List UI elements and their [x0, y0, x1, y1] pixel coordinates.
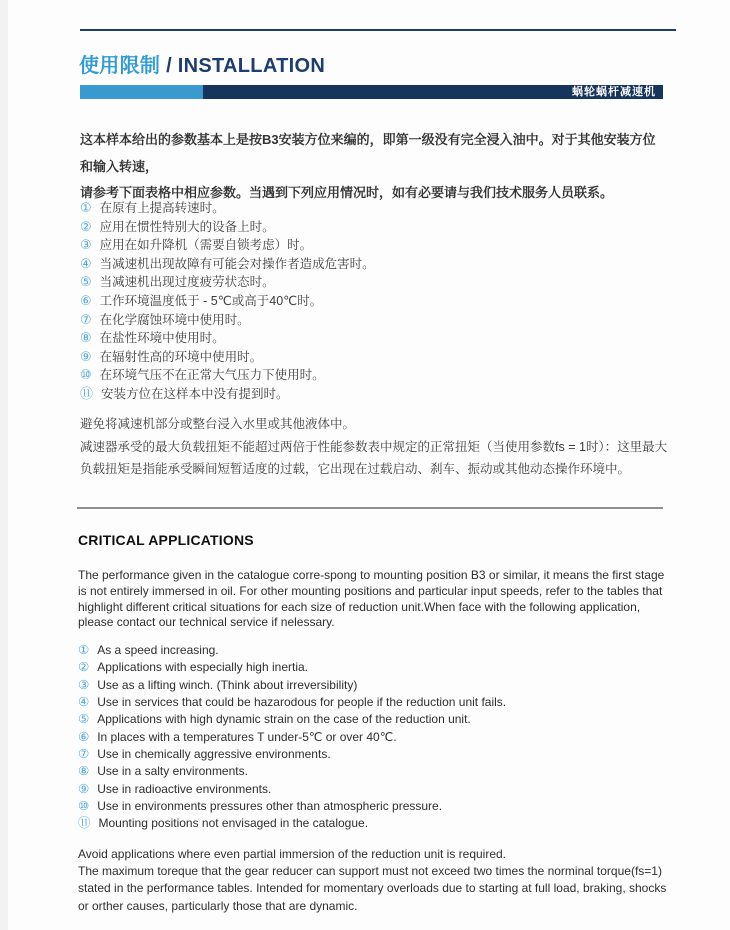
- circled-number-icon: ⑥: [78, 729, 90, 744]
- list-item-text: 当减速机出现故障有可能会对操作者造成危害时。: [99, 256, 375, 271]
- list-item: [80, 311, 666, 330]
- list-item: [78, 781, 674, 798]
- list-item: [80, 255, 666, 274]
- circled-number-icon: ⑤: [80, 274, 92, 290]
- list-item-text: Mounting positions not envisaged in the catalogue.: [98, 816, 369, 831]
- list-item-text: 在环境气压不在正常大气压力下使用时。: [99, 368, 325, 383]
- circled-number-icon: ⑦: [78, 747, 90, 762]
- list-item: [80, 329, 666, 348]
- list-item-text: 在盐性环境中使用时。: [99, 331, 225, 346]
- list-item-text: Use in environments pressures other than atmospheric pressure.: [97, 799, 443, 814]
- list-item: [78, 798, 674, 815]
- page-scan-edge: [0, 0, 8, 930]
- list-item-text: Use in radioactive environments.: [97, 781, 272, 796]
- circled-number-icon: ⑥: [80, 292, 92, 308]
- header-bar-accent-segment: [80, 85, 203, 99]
- circled-number-icon: ⑨: [80, 348, 92, 364]
- circled-number-icon: ⑩: [78, 799, 90, 814]
- list-item-text: 当减速机出现过度疲劳状态时。: [99, 275, 275, 290]
- paragraph-line: 这本样本给出的参数基本上是按B3安装方位来编的，即第一级没有完全浸入油中。对于其他安装方位和输入转速，: [80, 132, 656, 174]
- list-item: [80, 366, 666, 385]
- list-item: [80, 199, 666, 218]
- english-intro-paragraph: The performance given in the catalogue corre-spong to mounting position B3 or similar, it means the first stage is not entirely immersed in oil. For other mounting positions and particular input speeds, refer to the tables that highlight different critical situations for each size of reduction unit.When face with the following application, please contact our technical service if nelessary.: [78, 568, 665, 630]
- circled-number-icon: ④: [80, 255, 92, 271]
- circled-number-icon: ⑪: [80, 385, 94, 401]
- list-item-text: Applications with especially high inertia.: [97, 660, 308, 675]
- list-item-text: Applications with high dynamic strain on the case of the reduction unit.: [97, 712, 471, 727]
- circled-number-icon: ②: [80, 218, 92, 234]
- product-category-label: 蜗轮蜗杆减速机: [572, 86, 656, 98]
- circled-number-icon: ③: [78, 677, 90, 692]
- page-title-english: / INSTALLATION: [166, 55, 326, 77]
- list-item-text: Use in services that could be hazarodous for people if the reduction unit fails.: [97, 695, 507, 710]
- list-item: [80, 348, 666, 367]
- circled-number-icon: ③: [80, 237, 92, 253]
- list-item: [80, 273, 666, 292]
- chinese-critical-applications-list: [80, 199, 666, 404]
- list-item-text: Use in chemically aggressive environments.: [97, 747, 331, 762]
- list-item-text: 应用在惯性特别大的设备上时。: [99, 219, 275, 234]
- list-item: [78, 729, 674, 746]
- top-rule-divider: [80, 29, 676, 31]
- list-item-text: In places with a temperatures T under-5℃ or over 40℃.: [97, 729, 397, 744]
- list-item-text: Use in a salty environments.: [97, 764, 248, 779]
- list-item: [78, 763, 674, 780]
- list-item: [78, 711, 674, 728]
- list-item-text: Use as a lifting winch. (Think about irreversibility): [97, 677, 358, 692]
- list-item: [78, 746, 674, 763]
- paragraph-line: The maximum toreque that the gear reducer can support must not exceed two times the norminal torque(fs=1) stated in the performance tables. Intended for momentary overloads due to starting at full load, braking, shocks or orther causes, particularly those that are dynamic.: [78, 864, 667, 913]
- paragraph-line: 减速器承受的最大负载扭矩不能超过两倍于性能参数表中规定的正常扭矩（当使用参数fs = 1时）：这里最大负载扭矩是指能承受瞬间短暂适度的过载，它出现在过载启动、刹车、振动或其他动态操作环境中。: [80, 439, 668, 476]
- section-divider: [77, 507, 663, 509]
- paragraph-line: Avoid applications where even partial immersion of the reduction unit is required.: [78, 847, 507, 861]
- list-item: [80, 236, 666, 255]
- list-item: [80, 218, 666, 237]
- circled-number-icon: ⑦: [80, 311, 92, 327]
- list-item: [78, 677, 674, 694]
- circled-number-icon: ⑩: [80, 367, 92, 383]
- circled-number-icon: ⑧: [78, 764, 90, 779]
- circled-number-icon: ⑤: [78, 712, 90, 727]
- circled-number-icon: ⑧: [80, 330, 92, 346]
- list-item: [80, 292, 666, 311]
- section-header-bar: [80, 85, 663, 99]
- chinese-intro-paragraph: [80, 127, 668, 207]
- page-title-chinese: 使用限制: [79, 55, 161, 77]
- list-item: [78, 815, 674, 832]
- list-item-text: 工作环境温度低于 - 5℃或高于40℃时。: [99, 293, 323, 308]
- chinese-note-paragraph: [80, 413, 668, 481]
- list-item-text: 应用在如升降机（需要自锁考虑）时。: [99, 238, 313, 253]
- circled-number-icon: ④: [78, 695, 90, 710]
- list-item: [78, 659, 674, 676]
- list-item-text: 在辐射性高的环境中使用时。: [99, 349, 263, 364]
- list-item-text: 在原有上提高转速时。: [99, 201, 225, 215]
- list-item: [78, 642, 674, 659]
- circled-number-icon: ⑨: [78, 781, 90, 796]
- paragraph-line: 请参考下面表格中相应参数。当遇到下列应用情况时，如有必要请与我们技术服务人员联系。: [80, 185, 614, 200]
- english-note-paragraph: [78, 846, 676, 915]
- list-item: [80, 385, 666, 404]
- list-item: [78, 694, 674, 711]
- page-title: [79, 49, 325, 78]
- circled-number-icon: ①: [80, 200, 92, 215]
- english-section-heading: CRITICAL APPLICATIONS: [78, 532, 254, 548]
- circled-number-icon: ①: [78, 643, 90, 657]
- circled-number-icon: ②: [78, 660, 90, 675]
- list-item-text: 安装方位在这样本中没有提到时。: [101, 386, 289, 401]
- circled-number-icon: ⑪: [78, 816, 91, 831]
- english-critical-applications-list: [78, 642, 674, 833]
- list-item-text: As a speed increasing.: [97, 643, 219, 657]
- paragraph-line: 避免将减速机部分或整台浸入水里或其他液体中。: [80, 417, 356, 431]
- list-item-text: 在化学腐蚀环境中使用时。: [99, 312, 250, 327]
